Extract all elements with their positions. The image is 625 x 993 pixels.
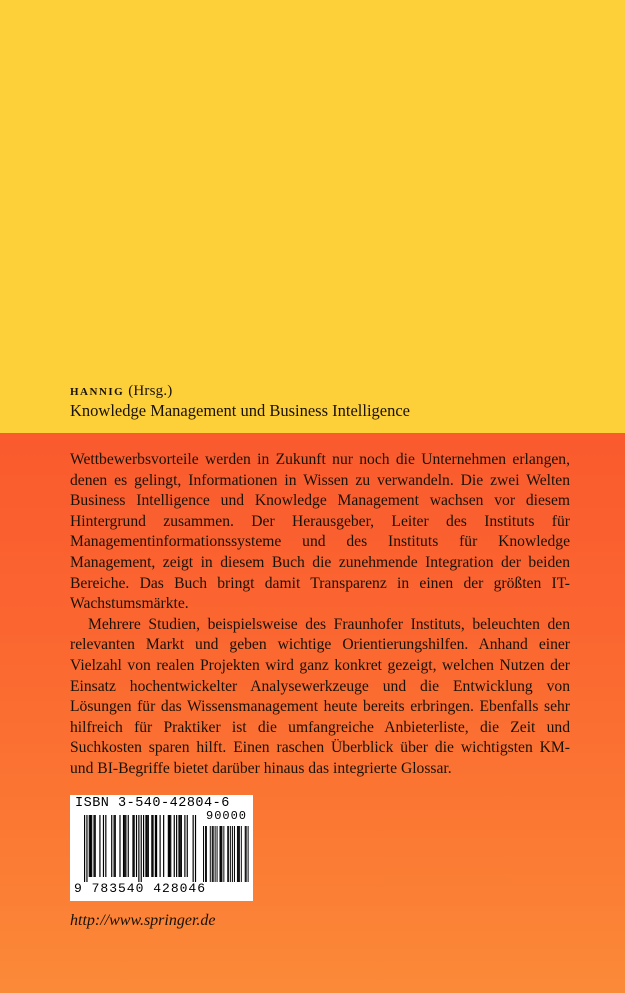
ean-bar-6: [95, 815, 96, 877]
ean-bar-22: [141, 815, 142, 882]
ean-bar-1: [86, 815, 87, 882]
ean-bar-3: [90, 815, 91, 877]
addon-bar-13: [228, 826, 229, 882]
ean-bar-7: [99, 815, 100, 877]
addon-bar-9: [220, 826, 221, 882]
isbn-label: ISBN 3-540-42804-6: [75, 796, 230, 811]
author-name: hannig: [70, 383, 125, 399]
ean-bar-17: [128, 815, 129, 877]
ean-bar-24: [145, 815, 146, 877]
addon-bar-18: [238, 826, 239, 882]
addon-bar-22: [246, 826, 247, 882]
ean-bar-14: [123, 815, 124, 877]
ean-bar-4: [91, 815, 92, 877]
addon-bar-15: [232, 826, 233, 882]
ean-bar-23: [143, 815, 144, 877]
ean-bar-15: [124, 815, 125, 877]
blurb-text: [70, 450, 570, 780]
price-addon-number: 90000: [206, 809, 248, 823]
ean-bar-36: [174, 815, 175, 877]
ean-bar-12: [115, 815, 116, 877]
blurb-paragraph-2: Mehrere Studien, beispielsweise des Fraunhofer Instituts, beleuchten den relevanten Markt und geben wichtige Orientierungshilfen. Anhand einer Vielzahl von realen Projekten wird ganz konkret gezeigt, welchen Nutzen der Einsatz hochentwickelter Analysewerkzeuge und die Entwicklung von Lösungen für das Wissensmanagement heute bereits erbringen. Ebenfalls sehr hilfreich für Praktiker ist die umfangreiche Anbieterliste, die Zeit und Suchkosten sparen hilft. Einen raschen Überblick über die wichtigsten KM- und BI-Begriffe bietet darüber hinaus das integrierte Glossar.: [70, 615, 570, 777]
ean-bar-11: [114, 815, 115, 877]
addon-bar-7: [217, 826, 218, 882]
addon-bar-1: [205, 826, 206, 882]
ean-bar-20: [136, 815, 137, 877]
ean-bar-38: [178, 815, 179, 877]
addon-bar-12: [227, 826, 228, 882]
addon-bar-23: [248, 826, 249, 882]
addon-bar-16: [234, 826, 235, 882]
addon-bar-20: [241, 826, 242, 882]
ean-bar-39: [180, 815, 181, 877]
ean-bar-5: [93, 815, 94, 877]
ean-bar-41: [184, 815, 185, 877]
cover-top-yellow: [0, 0, 625, 433]
blurb-paragraph-1: Wettbewerbsvorteile werden in Zukunft nur noch die Unternehmen erlangen, denen es gelingt, Informationen in Wissen zu verwandeln. Die zwei Welten Business Intelligence und Knowledge Management wachsen vor diesem Hintergrund zusammen. Der Herausgeber, Leiter des Instituts für Managementinformationssysteme und des Instituts für Knowledge Management, zeigt in diesem Buch die zunehmende Integration der beiden Bereiche. Das Buch bringt damit Transparenz in einen der größten IT-Wachstumsmärkte.: [70, 451, 570, 613]
addon-bar-10: [221, 826, 222, 882]
ean-bar-32: [163, 815, 164, 877]
ean-bar-40: [181, 815, 182, 877]
ean-bar-30: [156, 815, 157, 877]
addon-bar-8: [219, 826, 220, 882]
book-title: Knowledge Management und Business Intelligence: [70, 401, 410, 420]
ean-bar-43: [193, 815, 194, 882]
addon-bar-19: [239, 826, 240, 882]
addon-bar-14: [230, 826, 231, 882]
addon-bar-17: [237, 826, 238, 882]
ean-bar-0: [84, 815, 85, 882]
ean-bar-2: [89, 815, 90, 877]
addon-bar-2: [206, 826, 207, 882]
ean-bar-29: [155, 815, 156, 877]
editor-note: (Hrsg.): [128, 383, 173, 399]
addon-bar-0: [203, 826, 204, 882]
ean-bar-19: [134, 815, 135, 877]
ean-bar-44: [195, 815, 196, 882]
ean-bar-37: [176, 815, 177, 877]
publisher-url[interactable]: http://www.springer.de: [70, 912, 216, 929]
addon-bar-6: [215, 826, 216, 882]
ean-bar-8: [103, 815, 104, 877]
addon-bar-11: [223, 826, 224, 882]
ean-bar-21: [138, 815, 139, 882]
ean-bar-25: [147, 815, 148, 877]
ean-bar-26: [148, 815, 149, 877]
author-line: [70, 383, 173, 400]
ean-bar-35: [170, 815, 171, 877]
ean-bar-31: [160, 815, 161, 877]
ean-bar-10: [111, 815, 112, 877]
ean-bar-42: [187, 815, 188, 877]
ean-bar-18: [132, 815, 133, 877]
addon-bar-4: [212, 826, 213, 882]
ean-bar-34: [169, 815, 170, 877]
barcode-box: [70, 795, 253, 901]
ean-bar-16: [125, 815, 126, 877]
ean-bar-33: [168, 815, 169, 877]
ean-bar-28: [152, 815, 153, 877]
ean-bar-9: [105, 815, 106, 877]
addon-bar-21: [245, 826, 246, 882]
addon-bar-3: [210, 826, 211, 882]
addon-bar-5: [213, 826, 214, 882]
ean-bar-13: [119, 815, 120, 877]
ean-bar-27: [151, 815, 152, 877]
ean-number: 9 783540 428046: [74, 881, 207, 896]
